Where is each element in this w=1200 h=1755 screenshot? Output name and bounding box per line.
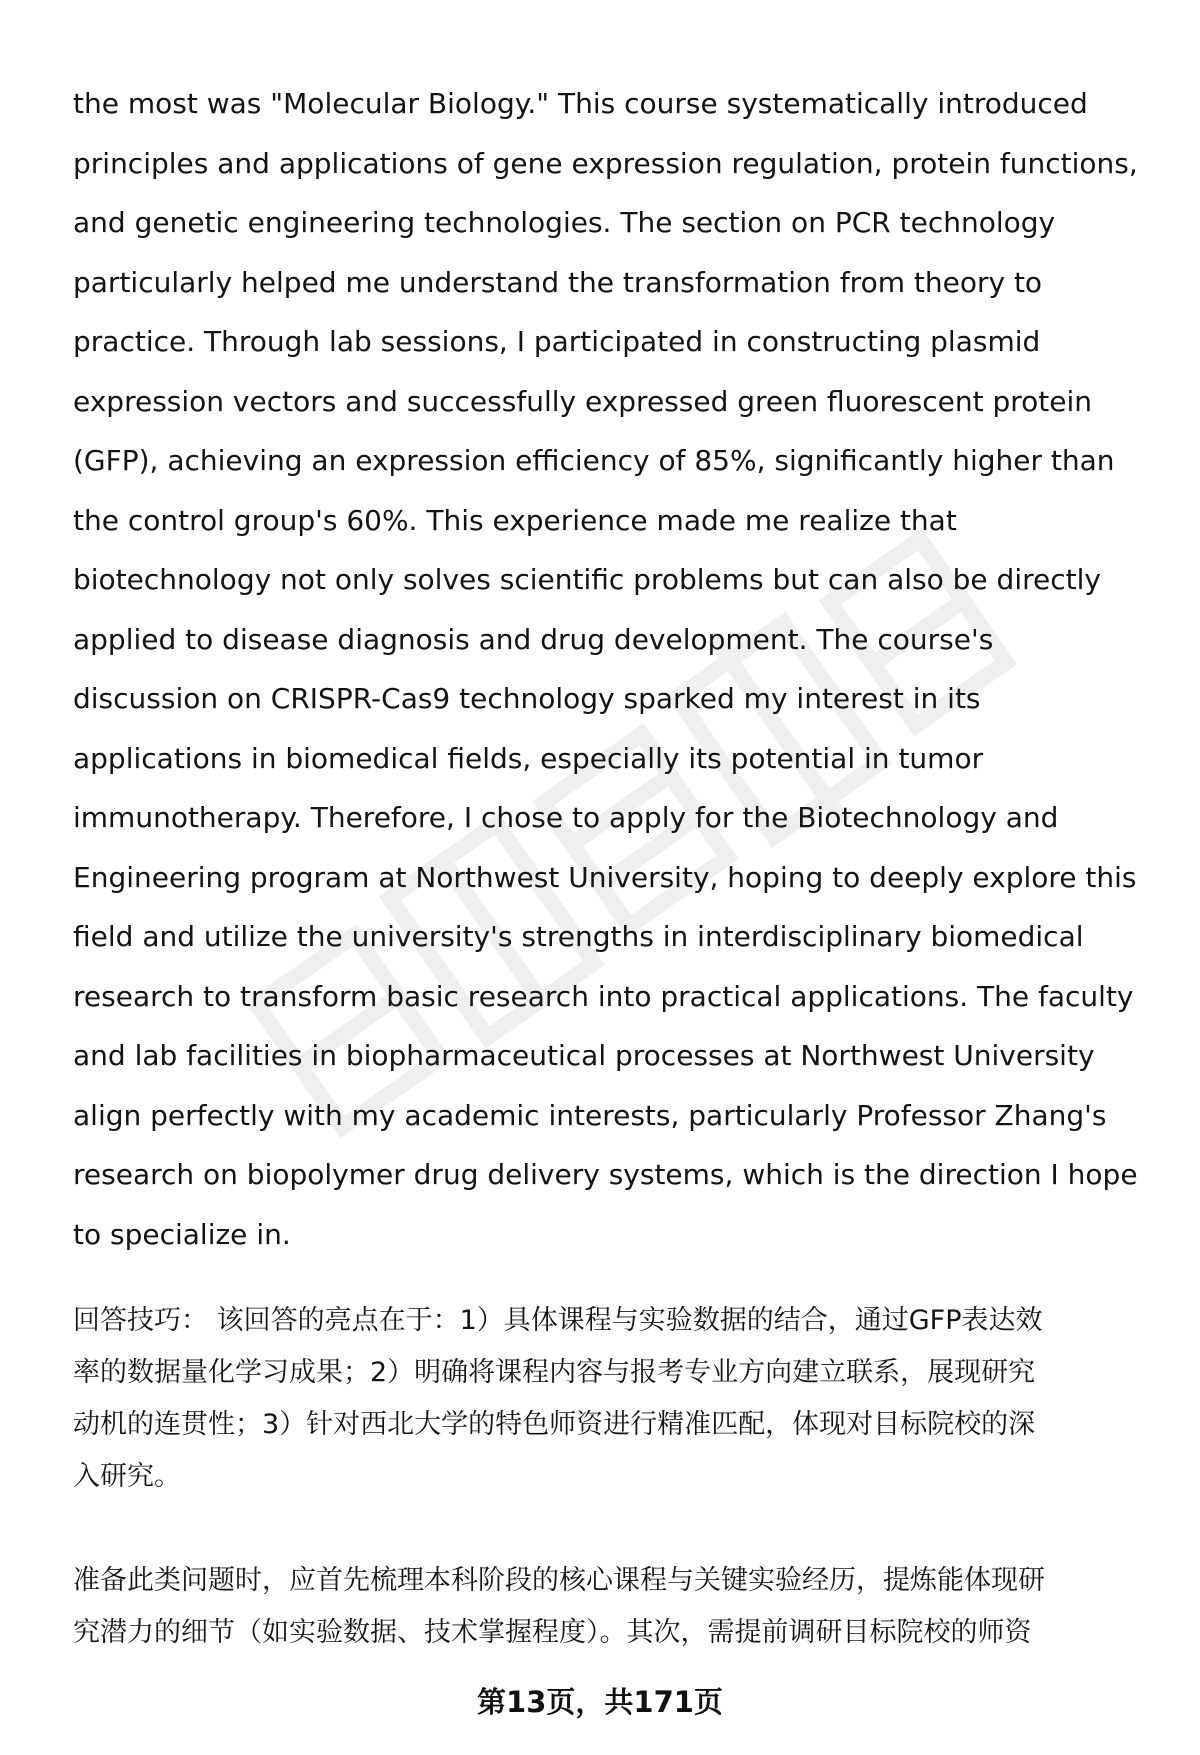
preparation-advice-paragraph: [73, 1555, 1163, 1659]
answer-tips-paragraph: [73, 1295, 1163, 1503]
prep-line: 究潜力的细节（如实验数据、技术掌握程度）。其次，需提前调研目标院校的师资: [73, 1617, 1032, 1648]
answer-line: the most was "Molecular Biology." This course systematically introduced: [73, 87, 1088, 120]
answer-line: applications in biomedical fields, especially its potential in tumor: [73, 741, 984, 775]
answer-line: align perfectly with my academic interests, particularly Professor Zhang's: [73, 1098, 1107, 1132]
answer-line: biotechnology not only solves scientific problems but can also be directly: [73, 563, 1101, 596]
answer-line: expression vectors and successfully expressed green fluorescent protein: [73, 384, 1093, 418]
page-number-footer: 第13页，共171页: [477, 1685, 723, 1719]
answer-line: field and utilize the university's strengths in interdisciplinary biomedical: [73, 920, 1084, 953]
answer-line: immunotherapy. Therefore, I chose to apply for the Biotechnology and: [73, 801, 1059, 834]
tips-line: 动机的连贯性；3）针对西北大学的特色师资进行精准匹配，体现对目标院校的深: [73, 1409, 1036, 1440]
answer-line: particularly helped me understand the transformation from theory to: [73, 265, 1043, 299]
answer-line: and genetic engineering technologies. The section on PCR technology: [73, 206, 1056, 239]
answer-line: practice. Through lab sessions, I participated in constructing plasmid: [73, 325, 1041, 358]
answer-line: discussion on CRISPR-Cas9 technology sparked my interest in its: [73, 682, 981, 715]
answer-line: the control group's 60%. This experience made me realize that: [73, 503, 957, 537]
tips-line: 回答技巧： 该回答的亮点在于：1）具体课程与实验数据的结合，通过GFP表达效: [73, 1305, 1043, 1336]
answer-paragraph: [73, 74, 1163, 1264]
answer-line: Engineering program at Northwest University, hoping to deeply explore this: [73, 860, 1137, 894]
answer-line: principles and applications of gene expression regulation, protein functions,: [73, 146, 1138, 180]
answer-line: applied to disease diagnosis and drug development. The course's: [73, 622, 994, 656]
answer-line: research to transform basic research into practical applications. The faculty: [73, 979, 1134, 1013]
prep-line: 准备此类问题时，应首先梳理本科阶段的核心课程与关键实验经历，提炼能体现研: [73, 1565, 1045, 1596]
answer-line: (GFP), achieving an expression efficiency of 85%, significantly higher than: [73, 444, 1115, 477]
tips-line: 入研究。: [73, 1461, 181, 1492]
answer-line: research on biopolymer drug delivery systems, which is the direction I hope: [73, 1158, 1138, 1191]
answer-line: and lab facilities in biopharmaceutical processes at Northwest University: [73, 1039, 1095, 1072]
tips-line: 率的数据量化学习成果；2）明确将课程内容与报考专业方向建立联系，展现研究: [73, 1357, 1036, 1388]
answer-line: to specialize in.: [73, 1217, 291, 1251]
